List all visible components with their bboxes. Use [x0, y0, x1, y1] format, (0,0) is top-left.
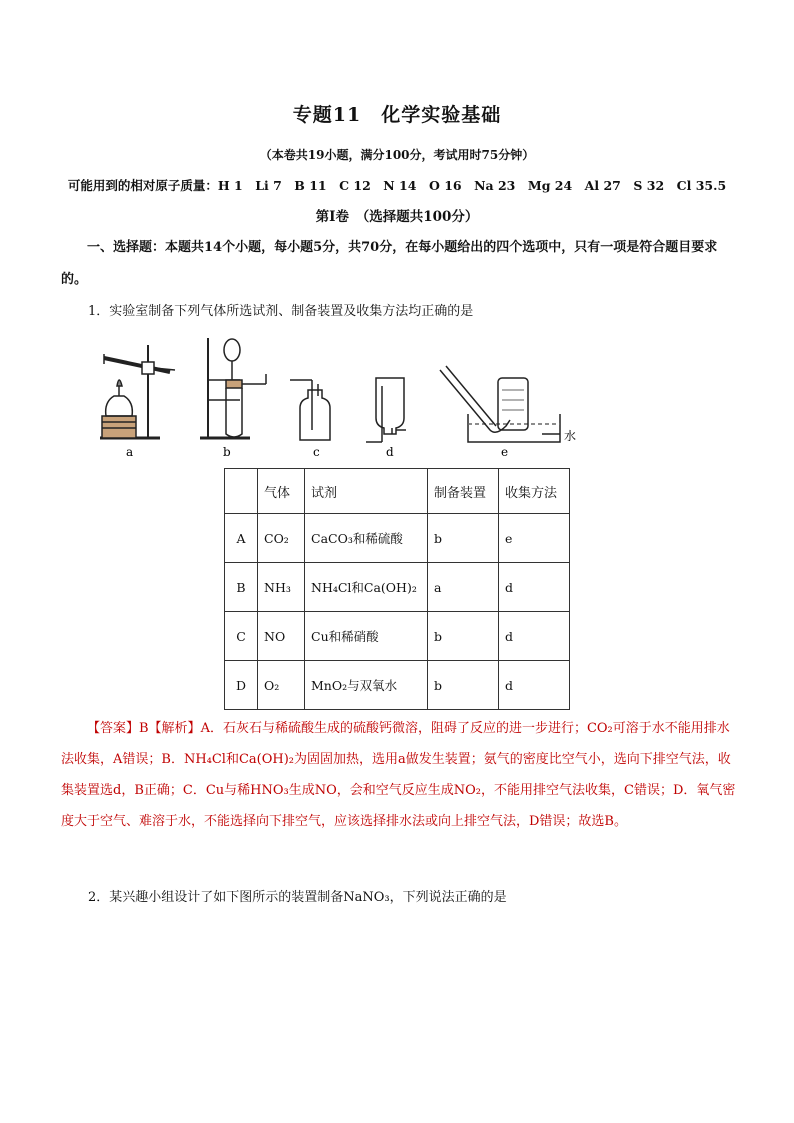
gas-cell: NO — [258, 612, 305, 661]
collect-cell: d — [499, 661, 570, 710]
apparatus-b — [200, 338, 266, 438]
table-header-cell — [225, 469, 258, 514]
option-label: B — [225, 563, 258, 612]
reagent-cell: Cu和稀硝酸 — [305, 612, 428, 661]
table-row — [225, 612, 570, 661]
apparatus-figure — [90, 330, 580, 462]
device-cell: a — [428, 563, 499, 612]
question-1: 1．实验室制备下列气体所选试剂、制备装置及收集方法均正确的是 — [88, 304, 474, 319]
table-header-gas: 气体 — [258, 469, 305, 514]
label-c: c — [313, 445, 320, 459]
option-label: A — [225, 514, 258, 563]
label-d: d — [386, 445, 394, 459]
device-cell: b — [428, 661, 499, 710]
gas-cell: NH₃ — [258, 563, 305, 612]
question-2: 2．某兴趣小组设计了如下图所示的装置制备NaNO₃，下列说法正确的是 — [88, 890, 507, 905]
label-b: b — [223, 445, 231, 459]
apparatus-d — [366, 378, 406, 442]
reagent-cell: CaCO₃和稀硫酸 — [305, 514, 428, 563]
reagent-cell: MnO₂与双氧水 — [305, 661, 428, 710]
atomic-masses: 可能用到的相对原子质量：H 1 Li 7 B 11 C 12 N 14 O 16 Na 23 Mg 24 Al 27 S 32 Cl 35.5 — [67, 178, 727, 193]
table-header-row — [225, 469, 570, 514]
apparatus-e — [440, 366, 560, 442]
answer-text: A．石灰石与稀硫酸生成的硫酸钙微溶，阻碍了反应的进一步进行；CO₂可溶于水不能用排水法收集，A错误；B．NH₄Cl和Ca(OH)₂为固固加热，选用a做发生装置；氨气的密度比空气小，选向下排空气法，收集装置选d，B正确；C．Cu与稀HNO₃生成NO，会和空气反应生成NO₂，不能用排空气法收集，C错误；D．氧气密度大于空气、难溶于水，不能选择向下排空气，应该选择排水法或向上排空气法，D错误；故选B。 — [61, 721, 736, 829]
collect-cell: d — [499, 563, 570, 612]
table-header-reagent: 试剂 — [305, 469, 428, 514]
apparatus-c — [290, 380, 330, 440]
table-header-collect: 收集方法 — [499, 469, 570, 514]
label-a: a — [126, 445, 134, 459]
table-row — [225, 563, 570, 612]
answer-tag: 【答案】B【解析】 — [87, 721, 201, 736]
options-table — [224, 468, 570, 710]
table-row — [225, 514, 570, 563]
water-label: 水 — [564, 429, 577, 443]
page-title: 专题11 化学实验基础 — [292, 104, 502, 126]
table-header-device: 制备装置 — [428, 469, 499, 514]
label-e: e — [501, 445, 509, 459]
device-cell: b — [428, 612, 499, 661]
gas-cell: O₂ — [258, 661, 305, 710]
table-row — [225, 661, 570, 710]
apparatus-a — [100, 345, 175, 438]
collect-cell: e — [499, 514, 570, 563]
section-title: 第Ⅰ卷 （选择题共100分） — [315, 209, 479, 225]
option-label: C — [225, 612, 258, 661]
device-cell: b — [428, 514, 499, 563]
section-instructions: 一、选择题：本题共14个小题，每小题5分，共70分，在每小题给出的四个选项中，只有一项是符合题目要求的。 — [61, 240, 718, 287]
option-label: D — [225, 661, 258, 710]
gas-cell: CO₂ — [258, 514, 305, 563]
collect-cell: d — [499, 612, 570, 661]
reagent-cell: NH₄Cl和Ca(OH)₂ — [305, 563, 428, 612]
exam-info: （本卷共19小题，满分100分，考试用时75分钟） — [259, 148, 535, 162]
answer-explanation — [61, 713, 737, 837]
